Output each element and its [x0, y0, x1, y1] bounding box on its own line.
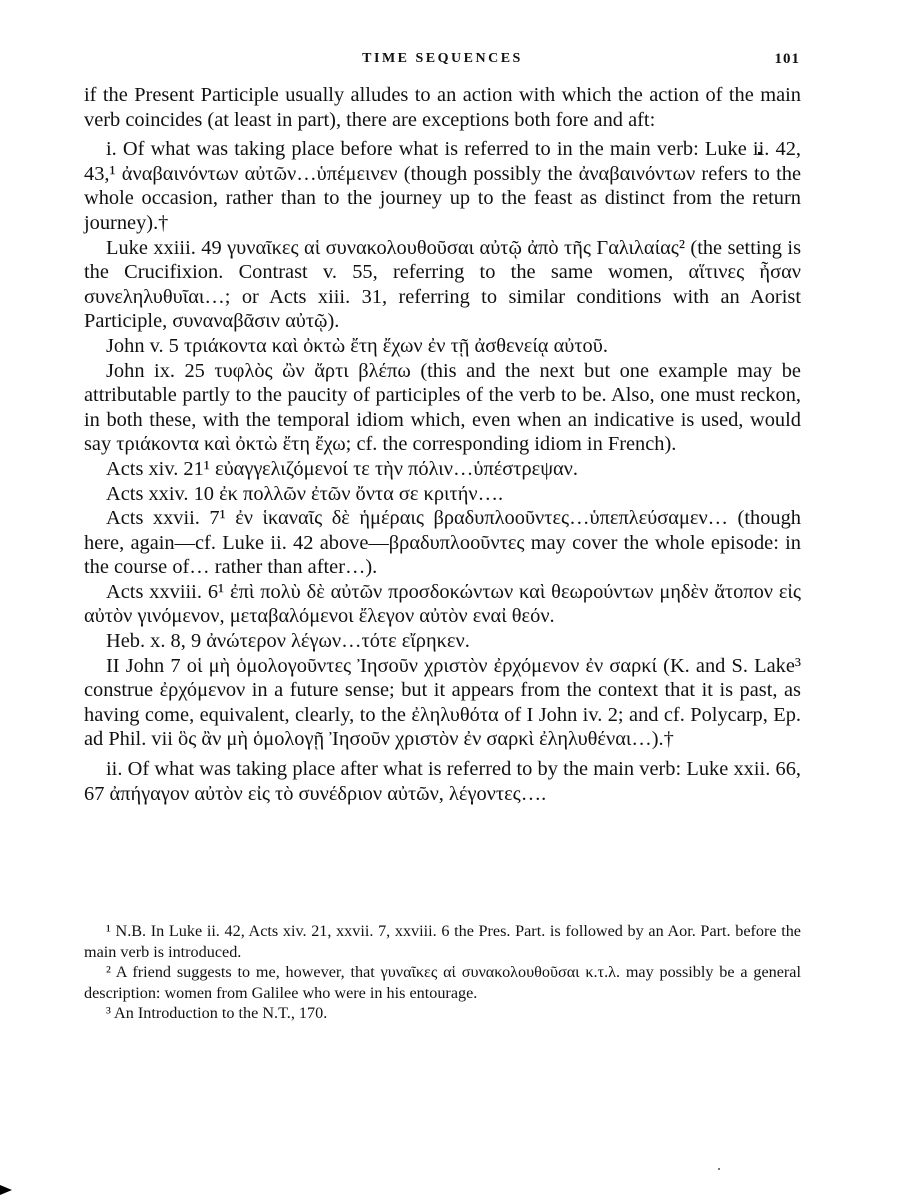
- footnote-1: ¹ N.B. In Luke ii. 42, Acts xiv. 21, xxvii. 7, xxviii. 6 the Pres. Part. is followed by an Aor. Part. before the main verb is introduced.: [84, 922, 801, 961]
- paragraph-section-i: i. Of what was taking place before what is referred to in the main verb: Luke ii. 42, 43,¹ ἀναβαινόντων αὐτῶν…ὑπέμεινεν (though possibly the ἀναβαινόντων refers to the whole occasion, rather than to the journey up to the feast as distinct from the return journey).†: [84, 138, 801, 234]
- running-title: TIME SEQUENCES: [362, 51, 523, 66]
- footnote-2: ² A friend suggests to me, however, that γυναῖκες αἱ συνακολουθοῦσαι κ.τ.λ. may possibly be a general description: women from Galilee who were in his entourage.: [84, 963, 801, 1002]
- paragraph-acts-xxiv: Acts xxiv. 10 ἐκ πολλῶν ἐτῶν ὄντα σε κριτήν….: [106, 482, 504, 505]
- paragraph-ii-john: II John 7 οἱ μὴ ὁμολογοῦντες Ἰησοῦν χριστὸν ἐρχόμενον ἐν σαρκί (K. and S. Lake³ construe ἐρχόμενον in a future sense; but it appears from the context that it is past, as having come, equivalent, clearly, to the ἐληλυθότα of I John iv. 2; and cf. Polycarp, Ep. ad Phil. vii ὃς ἂν μὴ ὁμολογῇ Ἰησοῦν χριστὸν ἐν σαρκὶ ἐληλυθέναι…).†: [84, 654, 801, 751]
- running-head: [85, 51, 800, 75]
- page-number: 101: [774, 51, 800, 67]
- stray-dot: [718, 1168, 720, 1170]
- paragraph-acts-xxvii: Acts xxvii. 7¹ ἐν ἱκαναῖς δὲ ἡμέραις βραδυπλοοῦντες…ὑπεπλεύσαμεν… (though here, again—cf. Luke ii. 42 above—βραδυπλοοῦντες may cover the whole episode: in the course of… rather than after…).: [84, 507, 801, 579]
- footnote-3: ³ An Introduction to the N.T., 170.: [106, 1004, 328, 1022]
- paragraph-heb-x: Heb. x. 8, 9 ἀνώτερον λέγων…τότε εἴρηκεν.: [106, 630, 470, 653]
- paragraph-acts-xiv: Acts xiv. 21¹ εὐαγγελιζόμενοί τε τὴν πόλιν…ὑπέστρεψαν.: [106, 457, 578, 480]
- paragraph-luke-xxiii: Luke xxiii. 49 γυναῖκες αἱ συνακολουθοῦσαι αὐτῷ ἀπὸ τῆς Γαλιλαίας² (the setting is the Crucifixion. Contrast v. 55, referring to the same women, αἵτινες ἦσαν συνεληλυθυῖαι…; or Acts xiii. 31, referring to similar conditions with an Aorist Participle, συναναβᾶσιν αὐτῷ).: [84, 236, 801, 333]
- scan-pointer-mark: [0, 1185, 12, 1195]
- body-text: [84, 83, 801, 806]
- paragraph-john-ix: John ix. 25 τυφλὸς ὢν ἄρτι βλέπω (this and the next but one example may be attributable partly to the paucity of participles of the verb to be. Also, one must reckon, in both these, with the temporal idiom which, even when an indicative is used, would say τριάκοντα καὶ ὀκτὼ ἔτη ἔχω; cf. the corresponding idiom in French).: [84, 359, 801, 456]
- paragraph-john-v: John v. 5 τριάκοντα καὶ ὀκτὼ ἔτη ἔχων ἐν τῇ ἀσθενείᾳ αὐτοῦ.: [106, 334, 608, 357]
- footnotes: [84, 921, 801, 1024]
- paragraph-intro: if the Present Participle usually alludes to an action with which the action of the main verb coincides (at least in part), there are exceptions both fore and aft:: [84, 84, 801, 131]
- paragraph-acts-xxviii: Acts xxviii. 6¹ ἐπὶ πολὺ δὲ αὐτῶν προσδοκώντων καὶ θεωρούντων μηδὲν ἄτοπον εἰς αὐτὸν γινόμενον, μεταβαλόμενοι ἔλεγον αὐτὸν εναἰ θεόν.: [84, 580, 801, 628]
- paragraph-section-ii: ii. Of what was taking place after what is referred to by the main verb: Luke xxii. 66, 67 ἀπήγαγον αὐτὸν εἰς τὸ συνέδριον αὐτῶν, λέγοντες….: [84, 758, 801, 805]
